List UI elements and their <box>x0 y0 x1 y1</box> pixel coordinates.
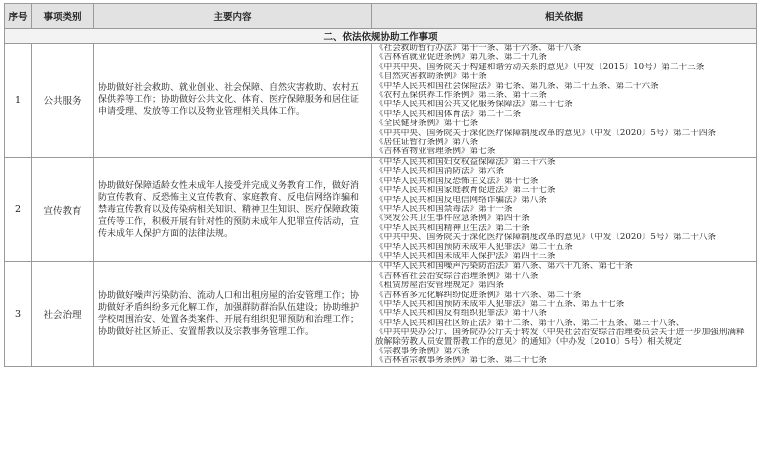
basis-line: 《中华人民共和国社区矫正法》第十二条、第十八条、第二十五条、第三十八条、 <box>375 318 685 328</box>
basis-line: 《中共中央办公厅、国务院办公厅关于转发〈中央社会治安综合治理委员会关于进一步加强刑满释放解除劳教人员安置帮教工作的意见〉的通知》（中办发〔2010〕5号）相关规定 <box>375 328 745 347</box>
row-content: 协助做好噪声污染防治、流动人口和出租房屋的治安管理工作；协助做好矛盾纠纷多元化解工作，加强群防群治队伍建设；协助维护学校周围治安、处置各类案件、开展有组织犯罪预防和治理工作；协助做好社区矫正、安置帮教以及宗教事务管理工作。 <box>94 262 372 366</box>
basis-line: 《中共中央、国务院关于深化医疗保障制度改革的意见》（中发〔2020〕5号）第二十四条 <box>375 128 717 138</box>
basis-line: 《吉林省多元化解纠纷促进条例》第十六条、第二十条 <box>375 290 582 300</box>
basis-line: 《吉林省物业管理条例》第七条 <box>375 147 496 157</box>
basis-line: 《社会救助暂行办法》第十一条、第十六条、第十八条 <box>375 44 582 53</box>
row-content: 协助做好保障适龄女性未成年人接受并完成义务教育工作，做好消防宣传教育、反恐怖主义宣传教育、家庭教育、反电信网络诈骗和禁毒宣传教育以及传染病相关知识、精神卫生知识、医疗保障政策宣传等工作，积极开展有针对性的预防未成年人犯罪宣传活动，宣传未成年人保护方面的法律法规。 <box>94 157 372 261</box>
basis-line: 《全民健身条例》第十七条 <box>375 119 479 129</box>
basis-line: 《中华人民共和国反恐怖主义法》第十七条 <box>375 176 539 186</box>
row-basis <box>372 44 757 158</box>
row-num: 3 <box>5 262 32 366</box>
basis-line: 《吉林省宗教事务条例》第七条、第二十七条 <box>375 356 547 366</box>
row-basis <box>372 262 757 366</box>
header-basis: 相关依据 <box>372 4 757 29</box>
basis-line: 《中华人民共和国反有组织犯罪法》第十八条 <box>375 309 547 319</box>
basis-line: 《中华人民共和国预防未成年人犯罪法》第二十五条 <box>375 242 573 252</box>
basis-line: 《中华人民共和国社会保险法》第七条、第九条、第二十五条、第二十六条 <box>375 81 659 91</box>
basis-line: 《吉林省就业促进条例》第九条、第二十九条 <box>375 53 547 63</box>
basis-line: 《中共中央、国务院关于构建和谐劳动关系的意见》（中发〔2015〕10号）第二十三条 <box>375 62 705 72</box>
basis-line: 《中华人民共和国公共文化服务保障法》第三十七条 <box>375 100 573 110</box>
basis-line: 《农村五保供养工作条例》第三条、第十三条 <box>375 91 547 101</box>
basis-line: 《中共中央、国务院关于深化医疗保障制度改革的意见》（中发〔2020〕5号）第二十八条 <box>375 233 717 243</box>
basis-line: 《中华人民共和国未成年人保护法》第四十三条 <box>375 251 556 261</box>
basis-line: 《中华人民共和国体育法》第二十二条 <box>375 109 522 119</box>
header-category: 事项类别 <box>32 4 94 29</box>
basis-line: 《中华人民共和国禁毒法》第十一条 <box>375 204 513 214</box>
basis-line: 《中华人民共和国妇女权益保障法》第三十六条 <box>375 157 556 167</box>
duties-table <box>4 3 757 367</box>
basis-line: 《居住证暂行条例》第八条 <box>375 138 479 148</box>
header-content: 主要内容 <box>94 4 372 29</box>
basis-line: 《中华人民共和国精神卫生法》第二十条 <box>375 223 530 233</box>
section-row <box>5 29 757 44</box>
row-num: 2 <box>5 157 32 261</box>
basis-line: 《中华人民共和国家庭教育促进法》第三十七条 <box>375 186 556 196</box>
row-basis <box>372 157 757 261</box>
table-row <box>5 262 757 366</box>
basis-line: 《中华人民共和国预防未成年人犯罪法》第二十五条、第五十七条 <box>375 299 625 309</box>
table-row <box>5 44 757 158</box>
basis-line: 《吉林省社会治安综合治理条例》第十八条 <box>375 271 539 281</box>
section-title: 二、依法依规协助工作事项 <box>5 29 757 44</box>
row-category: 公共服务 <box>32 44 94 158</box>
basis-line: 《中华人民共和国反电信网络诈骗法》第八条 <box>375 195 547 205</box>
row-category: 宣传教育 <box>32 157 94 261</box>
row-num: 1 <box>5 44 32 158</box>
row-category: 社会治理 <box>32 262 94 366</box>
basis-line: 《中华人民共和国噪声污染防治法》第八条、第六十九条、第七十条 <box>375 262 633 272</box>
basis-line: 《突发公共卫生事件应急条例》第四十条 <box>375 214 530 224</box>
basis-line: 《自然灾害救助条例》第十条 <box>375 72 487 82</box>
basis-line: 《宗教事务条例》第六条 <box>375 347 470 356</box>
basis-line: 《中华人民共和国消防法》第六条 <box>375 167 504 177</box>
table-row <box>5 157 757 261</box>
row-content: 协助做好社会救助、就业创业、社会保障、自然灾害救助、农村五保供养等工作；协助做好公共文化、体育、医疗保障服务和居住证申请受理、发放等工作以及物业管理相关具体工作。 <box>94 44 372 158</box>
header-num: 序号 <box>5 4 32 29</box>
basis-line: 《租赁房屋治安管理规定》第四条 <box>375 281 504 291</box>
table-header-row <box>5 4 757 29</box>
